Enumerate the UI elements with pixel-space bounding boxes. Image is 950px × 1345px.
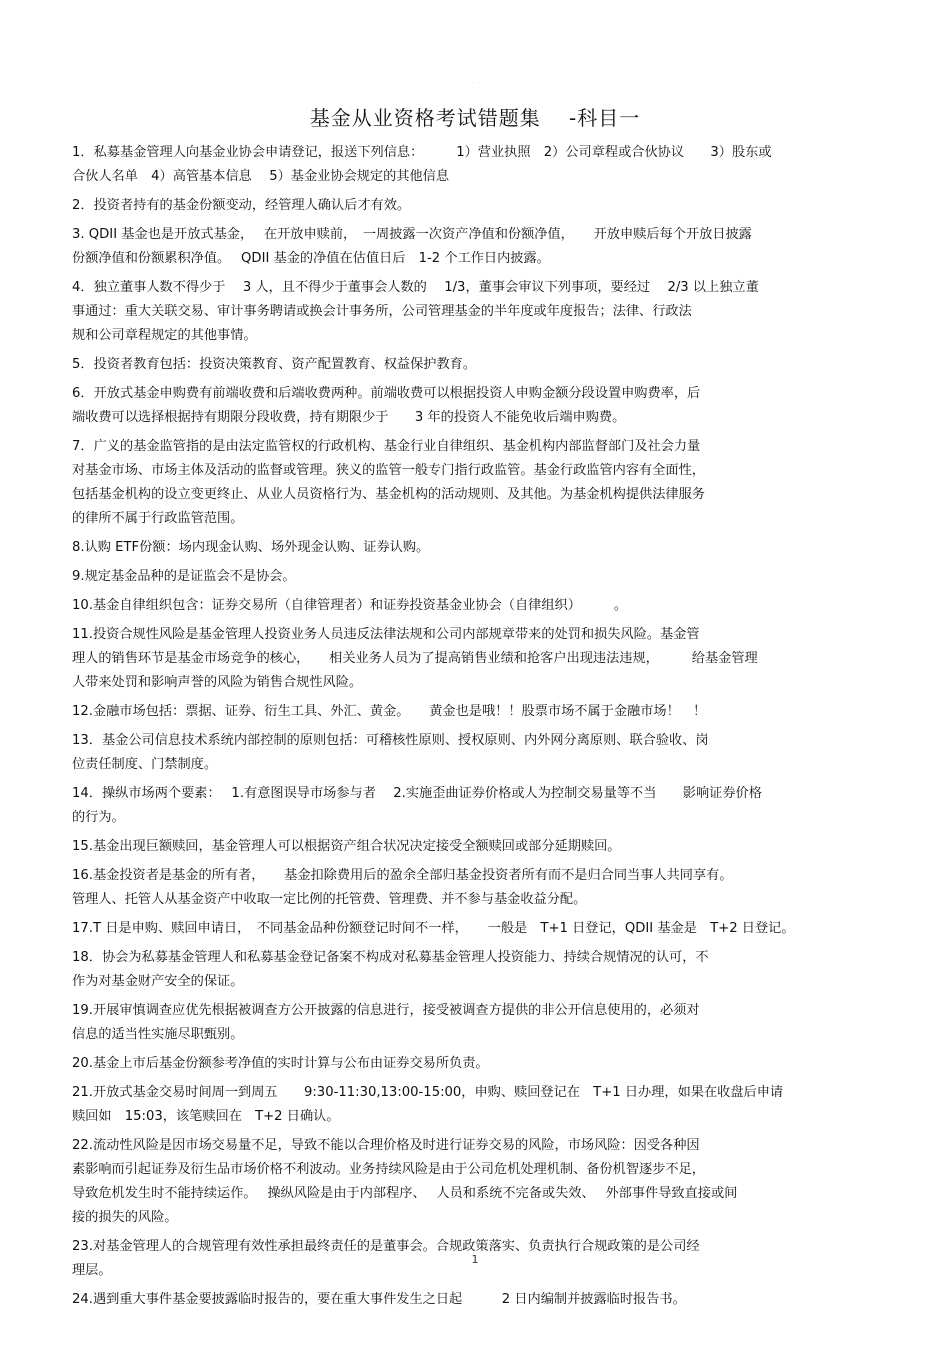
text-line: 理人的销售环节是基金市场竞争的核心， 相关业务人员为了提高销售业绩和抢客户出现违法违规， 给基金管理 (72, 651, 758, 666)
list-item (72, 864, 872, 912)
text-line: 作为对基金财产安全的保证。 (72, 974, 244, 989)
text-line: 18．协会为私募基金管理人和私募基金登记备案不构成对私募基金管理人投资能力、持续合规情况的认可，不 (72, 950, 709, 965)
text-line: 4．独立董事人数不得少于 3 人，且不得少于董事会人数的 1/3，董事会审议下列事项，要经过 2/3 以上独立董 (72, 280, 759, 295)
text-line: 17.T 日是申购、赎回申请日， 不同基金品种份额登记时间不一样， 一般是 T+1 日登记，QDII 基金是 T+2 日登记。 (72, 921, 795, 936)
list-item (72, 1081, 872, 1129)
list-item (72, 1288, 872, 1312)
text-line: 13．基金公司信息技术系统内部控制的原则包括：可稽核性原则、授权原则、内外网分离原则、联合验收、岗 (72, 733, 709, 748)
list-item (72, 835, 872, 859)
list-item (72, 435, 872, 531)
text-line: 的律所不属于行政监管范围。 (72, 511, 244, 526)
text-line: 2．投资者持有的基金份额变动，经管理人确认后才有效。 (72, 198, 411, 213)
list-item (72, 999, 872, 1047)
text-line: 9.规定基金品种的是证监会不是协会。 (72, 569, 296, 584)
text-line: 导致危机发生时不能持续运作。 操纵风险是由于内部程序、 人员和系统不完备或失效、 外部事件导致直接或间 (72, 1186, 738, 1201)
list-item (72, 1052, 872, 1076)
list-item (72, 623, 872, 695)
list-item (72, 223, 872, 271)
text-line: 5．投资者教育包括：投资决策教育、资产配置教育、权益保护教育。 (72, 357, 477, 372)
text-line: 14．操纵市场两个要素： 1.有意图误导市场参与者 2.实施歪曲证券价格或人为控制交易量等不当 影响证券价格 (72, 786, 762, 801)
text-line: 6．开放式基金申购费有前端收费和后端收费两种。前端收费可以根据投资人申购金额分段设置申购费率，后 (72, 386, 701, 401)
text-line: 的行为。 (72, 810, 125, 825)
list-item (72, 594, 872, 618)
list-item (72, 194, 872, 218)
text-line: 位责任制度、门禁制度。 (72, 757, 218, 772)
text-line: 20.基金上市后基金份额参考净值的实时计算与公布由证券交易所负责。 (72, 1056, 489, 1071)
text-line: 对基金市场、市场主体及活动的监督或管理。狭义的监管一般专门指行政监管。基金行政监管内容有全面性， (72, 463, 705, 478)
text-line: 事通过：重大关联交易、审计事务聘请或换会计事务所，公司管理基金的半年度或年度报告；法律、行政法 (72, 304, 692, 319)
text-line: 人带来处罚和影响声誉的风险为销售合规性风险。 (72, 675, 363, 690)
text-line: 15.基金出现巨额赎回，基金管理人可以根据资产组合状况决定接受全额赎回或部分延期赎回。 (72, 839, 621, 854)
list-item (72, 141, 872, 189)
text-line: 端收费可以选择根据持有期限分段收费，持有期限少于 3 年的投资人不能免收后端申购费。 (72, 410, 626, 425)
text-line: 22.流动性风险是因市场交易量不足，导致不能以合理价格及时进行证券交易的风险，市场风险：因受各种因 (72, 1138, 700, 1153)
list-item (72, 276, 872, 348)
text-line: 10.基金自律组织包含：证券交易所（自律管理者）和证券投资基金业协会（自律组织） 。 (72, 598, 628, 613)
list-item (72, 382, 872, 430)
text-line: 24.遇到重大事件基金要披露临时报告的，要在重大事件发生之日起 2 日内编制并披露临时报告书。 (72, 1292, 686, 1307)
text-line: 8.认购 ETF份额：场内现金认购、场外现金认购、证券认购。 (72, 540, 430, 555)
header-mark: · · · (471, 80, 483, 94)
text-line: 素影响而引起证券及衍生品市场价格不利波动。业务持续风险是由于公司危机处理机制、备份机智逐步不足， (72, 1162, 705, 1177)
text-line: 合伙人名单 4）高管基本信息 5）基金业协会规定的其他信息 (72, 169, 450, 184)
text-line: 规和公司章程规定的其他事情。 (72, 328, 257, 343)
list-item (72, 946, 872, 994)
text-line: 管理人、托管人从基金资产中收取一定比例的托管费、管理费、并不参与基金收益分配。 (72, 892, 587, 907)
list-item (72, 729, 872, 777)
text-line: 份额净值和份额累积净值。 QDII 基金的净值在估值日后 1-2 个工作日内披露。 (72, 251, 550, 266)
text-line: 7．广义的基金监管指的是由法定监管权的行政机构、基金行业自律组织、基金机构内部监督部门及社会力量 (72, 439, 701, 454)
document-body (72, 141, 872, 1317)
text-line: 19.开展审慎调查应优先根据被调查方公开披露的信息进行，接受被调查方提供的非公开信息使用的，必须对 (72, 1003, 700, 1018)
list-item (72, 536, 872, 560)
text-line: 包括基金机构的设立变更终止、从业人员资格行为、基金机构的活动规则、及其他。为基金机构提供法律服务 (72, 487, 705, 502)
text-line: 16.基金投资者是基金的所有者， 基金扣除费用后的盈余全部归基金投资者所有而不是归合同当事人共同享有。 (72, 868, 733, 883)
list-item (72, 565, 872, 589)
list-item (72, 917, 872, 941)
list-item (72, 782, 872, 830)
list-item (72, 353, 872, 377)
text-line: 23.对基金管理人的合规管理有效性承担最终责任的是董事会。合规政策落实、负责执行合规政策的是公司经 (72, 1239, 700, 1254)
text-line: 3. QDII 基金也是开放式基金， 在开放申赎前， 一周披露一次资产净值和份额净值， 开放申赎后每个开放日披露 (72, 227, 752, 242)
text-line: 1．私募基金管理人向基金业协会申请登记，报送下列信息： 1）营业执照 2）公司章程或合伙协议 3）股东或 (72, 145, 772, 160)
text-line: 接的损失的风险。 (72, 1210, 178, 1225)
text-line: 赎回如 15:03，该笔赎回在 T+2 日确认。 (72, 1109, 340, 1124)
text-line: 11.投资合规性风险是基金管理人投资业务人员违反法律法规和公司内部规章带来的处罚和损失风险。基金管 (72, 627, 700, 642)
list-item (72, 1134, 872, 1230)
text-line: 信息的适当性实施尽职甄别。 (72, 1027, 244, 1042)
page-number: 1 (471, 1253, 479, 1266)
text-line: 21.开放式基金交易时间周一到周五 9:30-11:30,13:00-15:00，申购、赎回登记在 T+1 日办理，如果在收盘后申请 (72, 1085, 784, 1100)
list-item (72, 700, 872, 724)
page-title: 基金从业资格考试错题集 -科目一 (309, 106, 641, 130)
text-line: 理层。 (72, 1263, 112, 1278)
text-line: 12.金融市场包括：票据、证券、衍生工具、外汇、黄金。 黄金也是哦！！股票市场不属于金融市场！ ！ (72, 704, 707, 719)
